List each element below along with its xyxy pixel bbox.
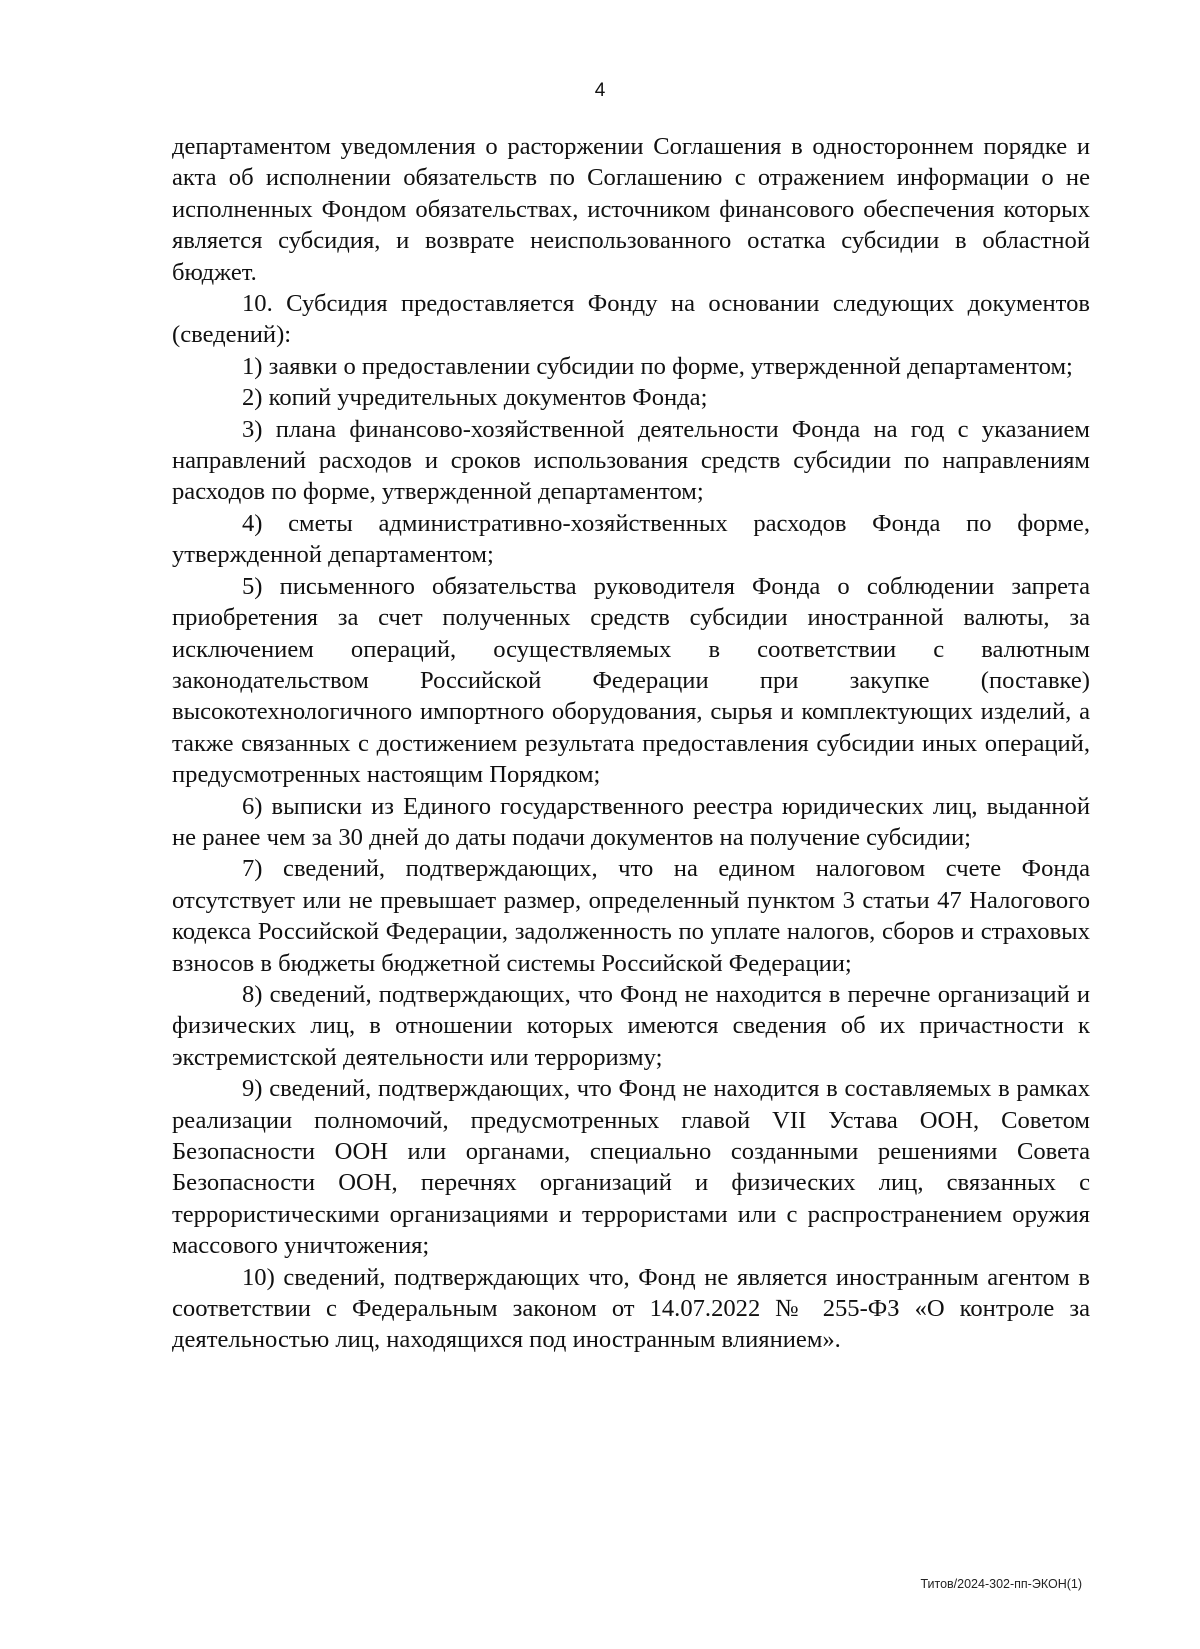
paragraph-item-10: 10. Субсидия предоставляется Фонду на основании следующих документов (сведений):	[172, 290, 1090, 349]
list-item-10: 10) сведений, подтверждающих что, Фонд не является иностранным агентом в соответствии с Федеральным законом от 14.07.2022 № 255-ФЗ «О контроле за деятельностью лиц, находящихся под иностранным влиянием».	[172, 1263, 1090, 1354]
list-item-8: 8) сведений, подтверждающих, что Фонд не находится в перечне организаций и физических лиц, в отношении которых имеются сведения об их причастности к экстремистской деятельности или терроризму;	[172, 980, 1090, 1071]
document-body	[172, 131, 1090, 1356]
list-item-6: 6) выписки из Единого государственного реестра юридических лиц, выданной не ранее чем за 30 дней до даты подачи документов на получение субсидии;	[172, 792, 1090, 851]
list-item-9: 9) сведений, подтверждающих, что Фонд не находится в составляемых в рамках реализации полномочий, предусмотренных главой VII Устава ООН, Советом Безопасности ООН или органами, специально созданными решениями Совета Безопасности ООН, перечнях организаций и физических лиц, связанных с террористическими организациями и террористами или с распространением оружия массового уничтожения;	[172, 1075, 1090, 1260]
list-item-4: 4) сметы административно-хозяйственных расходов Фонда по форме, утвержденной департаментом;	[172, 509, 1090, 569]
list-item-5: 5) письменного обязательства руководителя Фонда о соблюдении запрета приобретения за счет полученных средств субсидии иностранной валюты, за исключением операций, осуществляемых в соответствии с валютным законодательством Российской Федерации при закупке (поставке) высокотехнологичного импортного оборудования, сырья и комплектующих изделий, а также связанных с достижением результата предоставления субсидии иных операций, предусмотренных настоящим Порядком;	[172, 572, 1090, 789]
page-number: 4	[594, 80, 606, 101]
document-footer-code: Титов/2024-302-пп-ЭКОН(1)	[920, 1577, 1082, 1591]
list-item-3: 3) плана финансово-хозяйственной деятельности Фонда на год с указанием направлений расходов и сроков использования средств субсидии по направлениям расходов по форме, утвержденной департаментом;	[172, 415, 1090, 506]
paragraph-intro: департаментом уведомления о расторжении Соглашения в одностороннем порядке и акта об исполнении обязательств по Соглашению с отражением информации о не исполненных Фондом обязательствах, источником финансового обеспечения которых является субсидия, и возврате неиспользованного остатка субсидии в областной бюджет.	[172, 133, 1090, 286]
list-item-7: 7) сведений, подтверждающих, что на едином налоговом счете Фонда отсутствует или не превышает размер, определенный пунктом 3 статьи 47 Налогового кодекса Российской Федерации, задолженность по уплате налогов, сборов и страховых взносов в бюджеты бюджетной системы Российской Федерации;	[172, 855, 1090, 977]
list-item-2: 2) копий учредительных документов Фонда;	[242, 384, 708, 412]
list-item-1: 1) заявки о предоставлении субсидии по форме, утвержденной департаментом;	[242, 352, 1073, 380]
